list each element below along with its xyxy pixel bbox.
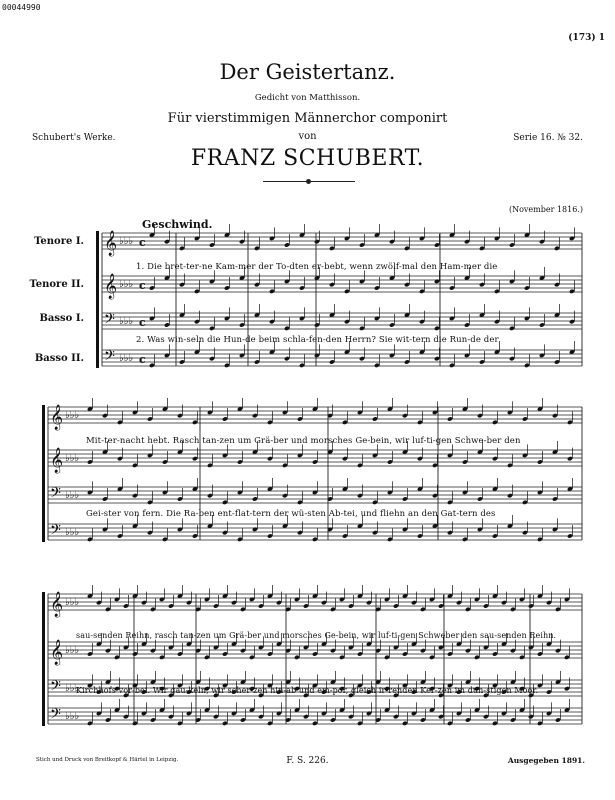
clef-icon: 𝄞 bbox=[50, 592, 64, 617]
clef-icon: 𝄢 bbox=[50, 485, 61, 505]
key-signature-icon: ♭♭♭ bbox=[65, 645, 80, 656]
key-signature-icon: ♭♭♭ bbox=[119, 316, 134, 327]
by-label: von bbox=[298, 131, 317, 142]
time-signature-icon: c bbox=[139, 236, 146, 249]
key-signature-icon: ♭♭♭ bbox=[65, 527, 80, 538]
clef-icon: 𝄢 bbox=[104, 348, 115, 368]
clef-icon: 𝄢 bbox=[50, 678, 61, 698]
lyrics-system2-bass: Gei-ster von fern. Die Ra-ben ent-flat-tern der wü-sten Ab-tei, und fliehn an den Gat-tern des bbox=[86, 509, 496, 519]
key-signature-icon: ♭♭♭ bbox=[119, 279, 134, 290]
subtitle: Für vierstimmigen Männerchor componirt bbox=[167, 111, 448, 126]
published-date: Ausgegeben 1891. bbox=[507, 756, 585, 765]
catalog-id: 00044990 bbox=[2, 3, 41, 12]
page-title: Der Geistertanz. bbox=[219, 60, 396, 84]
key-signature-icon: ♭♭♭ bbox=[65, 683, 80, 694]
voice-label-basso-1: Basso I. bbox=[39, 313, 84, 324]
system-bracket bbox=[42, 405, 45, 542]
plate-number: F. S. 226. bbox=[286, 756, 329, 766]
key-signature-icon: ♭♭♭ bbox=[65, 597, 80, 608]
tempo-marking: Geschwind. bbox=[142, 218, 213, 231]
voice-label-tenore-2: Tenore II. bbox=[29, 279, 84, 290]
lyrics-system2-tenor: Mit-ter-nacht hebt. Rasch tan-zen um Grä-ber und morsches Ge-bein, wir luf-ti-gen Schwe-ber den bbox=[86, 436, 521, 446]
printer-credit: Stich und Druck von Breitkopf & Härtel in Leipzig. bbox=[36, 757, 179, 763]
voice-label-tenore-1: Tenore I. bbox=[34, 236, 84, 247]
lyrics-system1-bass: 2. Was win-seln die Hun-de beim schla-fen-den Herrn? Sie wit-tern die Run-de der bbox=[136, 335, 499, 345]
voice-label-basso-2: Basso II. bbox=[34, 353, 84, 364]
time-signature-icon: c bbox=[139, 316, 146, 329]
key-signature-icon: ♭♭♭ bbox=[65, 490, 80, 501]
system-bracket bbox=[96, 231, 99, 368]
clef-icon: 𝄢 bbox=[50, 522, 61, 542]
clef-icon: 𝄞 bbox=[50, 448, 64, 473]
time-signature-icon: c bbox=[139, 279, 146, 292]
key-signature-icon: ♭♭♭ bbox=[119, 353, 134, 364]
clef-icon: 𝄞 bbox=[50, 405, 64, 430]
page-number: (173) 1 bbox=[568, 33, 605, 43]
clef-icon: 𝄞 bbox=[50, 640, 64, 665]
key-signature-icon: ♭♭♭ bbox=[119, 236, 134, 247]
clef-icon: 𝄞 bbox=[104, 274, 118, 299]
clef-icon: 𝄢 bbox=[104, 311, 115, 331]
composer: FRANZ SCHUBERT. bbox=[190, 146, 425, 171]
series-left: Schubert's Werke. bbox=[32, 133, 116, 143]
lyrics-system3-bass: Kirchhofs vor-bei. Wir gau-keln, wir scher-zen hin-ab und em-por, gleich ir-renden Ker-zen im dun-stigen Moor. bbox=[76, 686, 539, 695]
lyrics-system1-tenor: 1. Die bret-ter-ne Kam-mer der To-dten er-bebt, wenn zwölf-mal den Ham-mer die bbox=[136, 262, 498, 272]
key-signature-icon: ♭♭♭ bbox=[65, 410, 80, 421]
composition-date: (November 1816.) bbox=[508, 205, 583, 214]
key-signature-icon: ♭♭♭ bbox=[65, 711, 80, 722]
poet-credit: Gedicht von Matthisson. bbox=[254, 93, 361, 103]
system-bracket bbox=[42, 592, 45, 726]
series-right: Serie 16. № 32. bbox=[513, 133, 583, 143]
key-signature-icon: ♭♭♭ bbox=[65, 453, 80, 464]
lyrics-system3-tenor: sau-senden Reihn, rasch tan-zen um Grä-ber und morsches Ge-bein, wir luf-ti-gen Schweber den sau-senden Reihn. bbox=[76, 631, 557, 640]
time-signature-icon: c bbox=[139, 353, 146, 366]
clef-icon: 𝄢 bbox=[50, 706, 61, 726]
clef-icon: 𝄞 bbox=[104, 231, 118, 256]
